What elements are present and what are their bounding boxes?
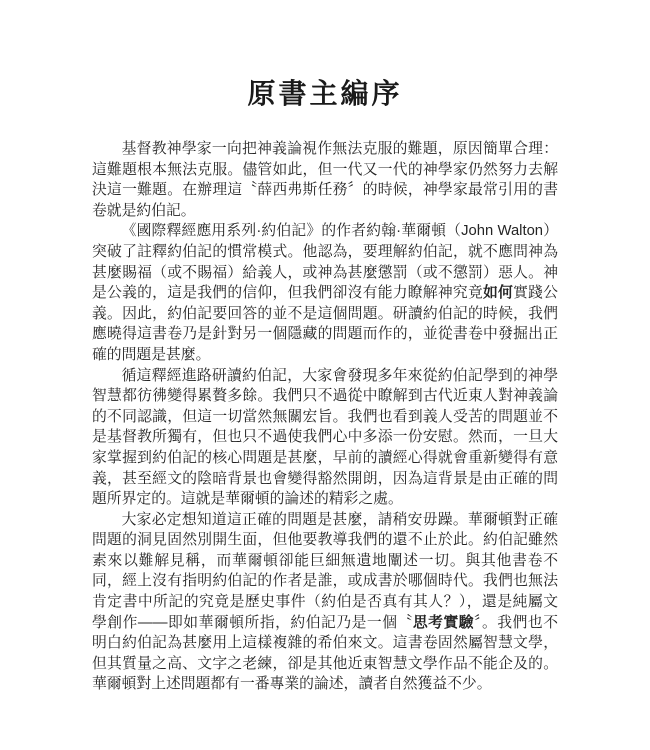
text-segment: 〞。我們也不明白約伯記為甚麼用上這樣複雜的希伯來文。這書卷固然屬智慧文學，但其質量之高、文字之老練，卻是其他近東智慧文學作品不能企及的。華爾頓對上述問題都有一番專業的論述，讀者自然獲益不少。 <box>92 614 558 693</box>
bold-emphasis: 如何 <box>483 285 514 302</box>
text-segment: 實踐公義。因此，約伯記要回答的並不是這個問題。研讀約伯記的時候，我們應曉得這書卷乃是針對另一個隱藏的問題而作的，並從書卷中發掘出正確的問題是甚麼。 <box>92 285 558 363</box>
text-segment: 循這釋經進路研讀約伯記，大家會發現多年來從約伯記學到的神學智慧都彷彿變得累贅多餘。我們只不過從中瞭解到古代近東人對神義論的不同認識，但這一切當然無關宏旨。我們也看到義人受苦的問題並不是基督教所獨有，但也只不過使我們心中多添一份安慰。然而，一旦大家掌握到約伯記的核心問題是甚麼，早前的讀經心得就會重新變得有意義，甚至經文的陰暗背景也會變得豁然開朗，因為這背景是由正確的問題所界定的。這就是華爾頓的論述的精彩之處。 <box>92 367 558 508</box>
text-segment: 大家必定想知道這正確的問題是甚麼，請稍安毋躁。華爾頓對正確問題的洞見固然別開生面，但他要教導我們的還不止於此。約伯記雖然素來以難解見稱，而華爾頓卻能巨細無遺地闡述一切。與其他書卷不同，經上沒有指明約伯記的作者是誰，或成書於哪個時代。我們也無法肯定書中所記的究竟是歷史事件（約伯是否真有其人？），還是純屬文學創作——即如華爾頓所指，約伯記乃是一個〝 <box>92 511 558 631</box>
paragraph <box>92 510 558 695</box>
bold-emphasis: 思考實驗 <box>412 614 475 631</box>
paragraph <box>92 139 558 221</box>
document-body <box>92 139 558 695</box>
paragraph <box>92 221 558 365</box>
text-segment: 基督教神學家一向把神義論視作無法克服的難題，原因簡單合理：這難題根本無法克服。儘管如此，但一代又一代的神學家仍然努力去解決這一難題。在辦理這〝薛西弗斯任務〞的時候，神學家最常引用的書卷就是約伯記。 <box>92 141 558 219</box>
paragraph <box>92 366 558 510</box>
page-title: 原書主編序 <box>247 78 403 109</box>
text-segment: 《國際釋經應用系列·約伯記》的作者約翰·華爾頓（John Walton）突破了註釋約伯記的慣常模式。他認為，要理解約伯記，就不應問神為甚麼賜福（或不賜福）給義人，或神為甚麼懲罰（或不懲罰）惡人。神是公義的，這是我們的信仰，但我們卻沒有能力瞭解神究竟 <box>92 223 558 302</box>
